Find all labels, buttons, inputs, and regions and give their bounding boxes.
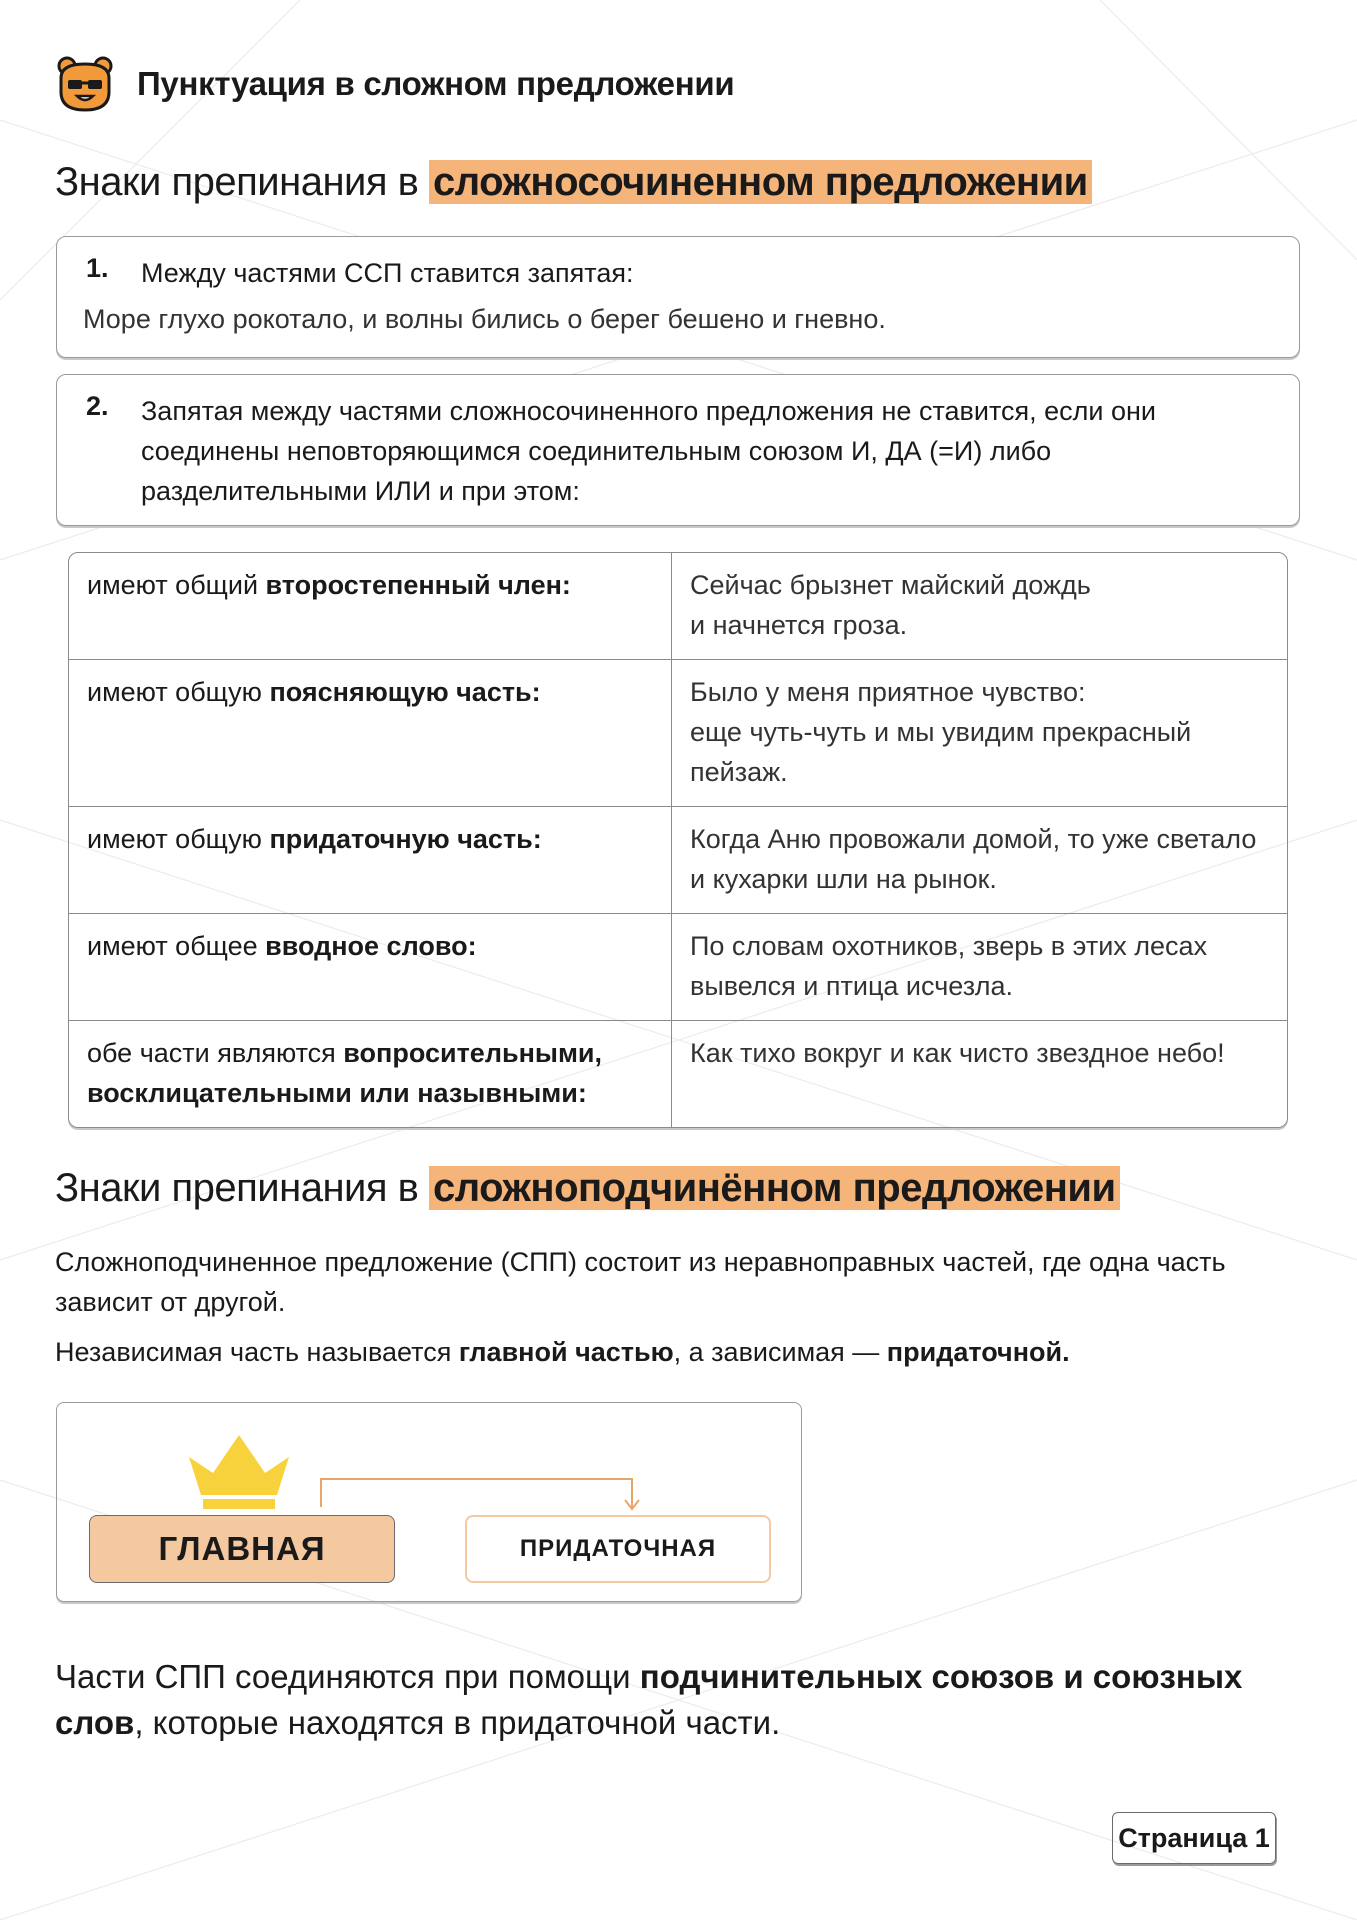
section-title-plain: Знаки препинания в: [55, 1166, 430, 1210]
section-title-ssp: [55, 160, 1092, 205]
condition-cell: имеют общую поясняющую часть:: [69, 660, 672, 807]
bear-logo-icon: [55, 54, 115, 114]
example-cell: Когда Аню провожали домой, то уже светало и кухарки шли на рынок.: [672, 807, 1287, 914]
example-cell: Сейчас брызнет майский дождь и начнется гроза.: [672, 553, 1287, 660]
spp-diagram: [56, 1402, 802, 1602]
example-cell: Как тихо вокруг и как чисто звездное небо!: [690, 1038, 1225, 1068]
conditions-table: [68, 552, 1288, 1128]
table-row: [69, 807, 1287, 914]
rule-number-1: 1.: [83, 253, 141, 284]
condition-cell: имеют общее вводное слово:: [69, 914, 672, 1021]
table-row: [69, 553, 1287, 660]
rule-card-2: [56, 374, 1300, 526]
example-cell: По словам охотников, зверь в этих лесах вывелся и птица исчезла.: [672, 914, 1287, 1021]
main-clause-box: ГЛАВНАЯ: [89, 1515, 395, 1583]
table-row: [69, 914, 1287, 1021]
condition-cell: обе части являются вопросительными, восклицательными или назывными:: [69, 1021, 672, 1127]
document-header: [55, 52, 734, 116]
table-row: [69, 660, 1287, 807]
section-title-highlight: сложносочиненном предложении: [429, 160, 1092, 204]
section-title-spp: [55, 1166, 1120, 1211]
section-title-highlight: сложноподчинённом предложении: [429, 1166, 1120, 1210]
subordinate-clause-box: ПРИДАТОЧНАЯ: [465, 1515, 771, 1583]
rule-example-1: Море глухо рокотало, и волны бились о берег бешено и гневно.: [83, 304, 886, 334]
spp-conclusion: Части СПП соединяются при помощи подчинительных союзов и союзных слов, которые находятся в придаточной части.: [55, 1658, 1243, 1741]
spp-definition: Сложноподчиненное предложение (СПП) состоит из неравноправных частей, где одна часть зависит от другой.: [55, 1247, 1226, 1317]
spp-parts-explanation: Независимая часть называется главной частью, а зависимая — придаточной.: [55, 1337, 1070, 1367]
example-cell: Было у меня приятное чувство: еще чуть-чуть и мы увидим прекрасный пейзаж.: [672, 660, 1287, 807]
rule-card-1: [56, 236, 1300, 358]
page-number-badge: Страница 1: [1112, 1812, 1276, 1864]
section-title-plain: Знаки препинания в: [55, 160, 430, 204]
condition-cell: имеют общий второстепенный член:: [69, 553, 672, 660]
condition-cell: имеют общую придаточную часть:: [69, 807, 672, 914]
rule-text-1: Между частями ССП ставится запятая:: [141, 258, 634, 288]
document-title: Пунктуация в сложном предложении: [137, 65, 735, 102]
rule-text-2: Запятая между частями сложносочиненного предложения не ставится, если они соединены неповторяющимся соединительным союзом И, ДА (=И) либо разделительными ИЛИ и при этом:: [141, 396, 1157, 506]
rule-number-2: 2.: [83, 391, 141, 422]
table-row: [69, 1021, 1287, 1127]
